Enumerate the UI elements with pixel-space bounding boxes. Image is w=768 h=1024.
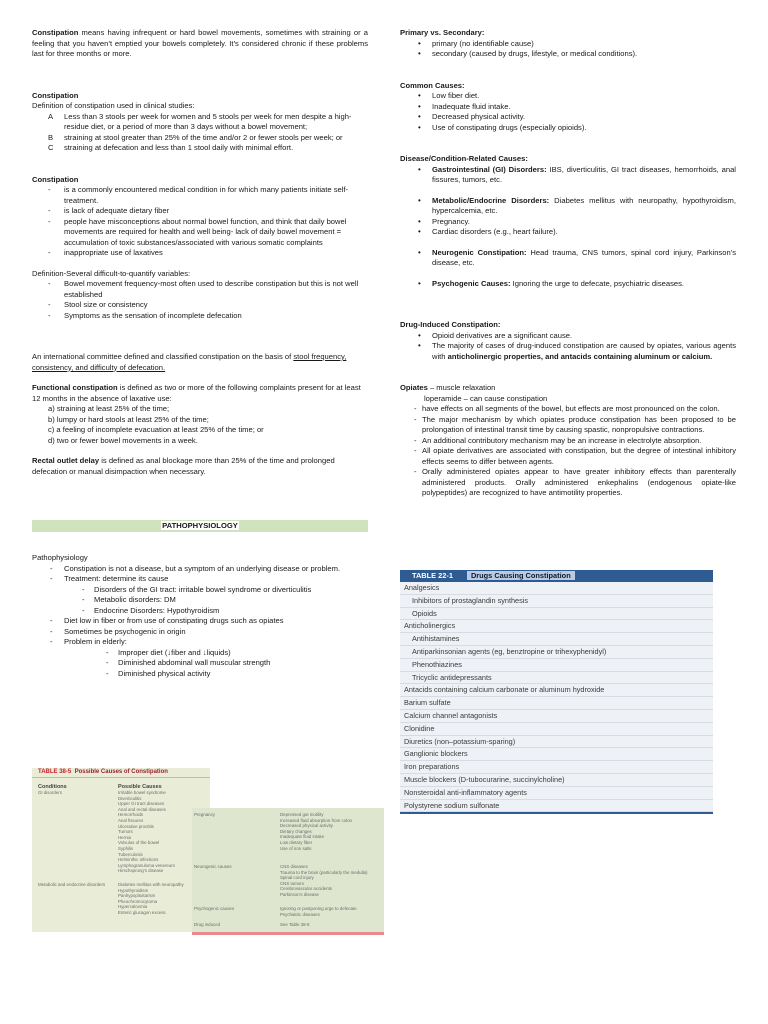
list-item-text: straining at defecation and less than 1 stool daily with minimal effort. xyxy=(64,143,294,152)
pathophysiology-heading: Pathophysiology xyxy=(32,553,88,562)
disease-causes-heading xyxy=(400,154,736,165)
list-item: - Stool size or consistency xyxy=(32,300,368,311)
list-item: d) two or fewer bowel movements in a week. xyxy=(48,435,198,445)
list-item xyxy=(400,227,736,238)
elderly-sublist xyxy=(32,648,368,680)
list-item: - Disorders of the GI tract: irritable bowel syndrome or diverticulitis xyxy=(32,585,368,596)
table-row: Diuretics (non–potassium-sparing) xyxy=(400,736,713,749)
table-title: Possible Causes of Constipation xyxy=(74,769,168,775)
condition-label: Drug induced xyxy=(194,922,221,927)
list-item-text: straining at stool greater than 25% of the time and/or 2 or fewer stools per week; or xyxy=(64,132,343,142)
list-item: • Decreased physical activity. xyxy=(400,112,736,123)
list-item xyxy=(400,279,736,290)
variables-list xyxy=(32,279,368,321)
table-row: Analgesics xyxy=(400,582,713,595)
list-item: • Use of constipating drugs (especially opioids). xyxy=(400,123,736,134)
opiates-subtitle: – muscle relaxation xyxy=(427,383,496,392)
list-item: - Orally administered opiates appear to have greater inhibitory effects than parenterally administered products. Orally administered enkephalins (endogenous opiate-like polypeptides) are recognized to have antimotility properties. xyxy=(400,467,736,499)
list-item: - have effects on all segments of the bowel, but effects are most pronounced on the colon. xyxy=(400,404,736,415)
loperamide-line: loperamide – can cause constipation xyxy=(424,393,548,403)
table-row: Ganglionic blockers xyxy=(400,748,713,761)
primary-secondary-heading xyxy=(400,28,736,39)
table-drugs-causing-constipation xyxy=(400,570,713,814)
list-item: - Endocrine Disorders: Hypothyroidism xyxy=(32,606,368,617)
list-item: b) lumpy or hard stools at least 25% of the time; xyxy=(48,414,209,424)
table-number: TABLE 38-5 xyxy=(38,769,72,775)
list-item-term: Psychogenic Causes: xyxy=(432,278,511,288)
list-item: - Problem in elderly: xyxy=(32,637,368,648)
opiates-heading xyxy=(400,383,736,394)
table-row: Antacids containing calcium carbonate or aluminum hydroxide xyxy=(400,684,713,697)
condition-label: Neurogenic causes xyxy=(194,864,232,869)
definition-list xyxy=(32,112,368,154)
list-item: • Inadequate fluid intake. xyxy=(400,102,736,113)
table-possible-causes-image xyxy=(32,768,384,936)
patho-list xyxy=(32,564,368,585)
cause-list: Diabetes mellitus with neuropathy Hypothyroidism Panhypopituitarism Pheochromocytoma Hypercalcemia Enteric glucagon excess xyxy=(118,882,184,915)
list-item xyxy=(400,196,736,217)
table-row: Clonidine xyxy=(400,723,713,736)
list-item xyxy=(400,165,736,186)
list-item-term: Gastrointestinal (GI) Disorders: xyxy=(432,164,547,174)
table-row: Inhibitors of prostaglandin synthesis xyxy=(400,595,713,608)
list-marker: C xyxy=(48,143,54,152)
list-item: - All opiate derivatives are associated with constipation, but the degree of intestinal inhibitory effects seems to differ between agents. xyxy=(400,446,736,467)
table-row: Antiparkinsonian agents (eg, benztropine or trihexyphenidyl) xyxy=(400,646,713,659)
table-row: Calcium channel antagonists xyxy=(400,710,713,723)
list-item: - is a commonly encountered medical condition in for which many patients initiate self-treatment. xyxy=(32,185,368,206)
list-item xyxy=(32,133,368,144)
variables-heading: Definition-Several difficult-to-quantify variables: xyxy=(32,268,191,278)
drug-induced-heading xyxy=(400,320,736,331)
condition-label: Psychogenic causes xyxy=(194,906,235,911)
committee-underlined: stool frequency, consistency, and difficulty of defecation. xyxy=(32,352,347,372)
list-item-text: IBS, diverticulitis, GI tract diseases, hemorrhoids, anal fissures, tumors, etc. xyxy=(432,164,736,184)
list-item-text: Pregnancy. xyxy=(432,216,470,226)
column-header: Conditions xyxy=(38,784,67,790)
condition-label: GI disorders xyxy=(38,790,62,795)
list-item xyxy=(400,341,736,362)
functional-text: is defined as two or more of the following complaints present for at least 12 months in the absence of laxative use: xyxy=(32,383,361,403)
list-item: - is lack of adequate dietary fiber xyxy=(32,206,368,217)
definition-subheading: Definition of constipation used in clinical studies: xyxy=(32,101,195,110)
list-item: c) a feeling of incomplete evacuation at least 25% of the time; or xyxy=(48,425,264,434)
list-item-text: Head trauma, CNS tumors, spinal cord injury, Parkinson’s disease, etc. xyxy=(432,247,737,267)
table-row: Anticholinergics xyxy=(400,620,713,633)
functional-paragraph xyxy=(32,383,368,404)
cause-list: CNS diseases Trauma to the brain (particularly the medulla) Spinal cord injury CNS tumors Cerebrovascular accidents Parkinson’s disease xyxy=(280,864,368,897)
list-item: - Constipation is not a disease, but a symptom of an underlying disease or problem. xyxy=(32,564,368,575)
committee-paragraph xyxy=(32,352,368,373)
list-item: - Bowel movement frequency-most often used to describe constipation but this is not well established xyxy=(32,279,368,300)
list-item: - Diminished abdominal wall muscular strength xyxy=(32,658,368,669)
constipation-title: Constipation xyxy=(32,174,79,184)
list-item-term: Neurogenic Constipation: xyxy=(432,247,527,257)
list-item xyxy=(400,217,736,228)
constipation-list xyxy=(32,185,368,259)
table-bottom-bar xyxy=(192,932,384,935)
list-item xyxy=(32,112,368,133)
functional-term: Functional constipation xyxy=(32,383,118,392)
list-marker: B xyxy=(48,132,54,142)
table-row: Muscle blockers (D-tubocurarine, succinylcholine) xyxy=(400,774,713,787)
list-item: - Metabolic disorders: DM xyxy=(32,595,368,606)
common-causes-list xyxy=(400,91,736,133)
list-item: - Improper diet (↓fiber and ↓liquids) xyxy=(32,648,368,659)
list-item-text: Cardiac disorders (e.g., heart failure). xyxy=(432,227,558,236)
list-item xyxy=(400,248,736,269)
left-column xyxy=(32,28,368,679)
patho-list-2 xyxy=(32,616,368,648)
rectal-term: Rectal outlet delay xyxy=(32,456,100,465)
disease-causes-list xyxy=(400,165,736,290)
list-item: - The major mechanism by which opiates produce constipation has been proposed to be prolongation of intestinal transit time by causing spastic, nonpropulsive contractions. xyxy=(400,415,736,436)
intro-text: means having infrequent or hard bowel movements, sometimes with straining or a feeling that you haven’t emptied your bowels completely. It’s considered chronic if these problems last for three months or more. xyxy=(32,28,368,58)
table-number: TABLE 22-1 xyxy=(412,571,453,580)
table-row: Polystyrene sodium sulfonate xyxy=(400,800,713,813)
list-item: • Opioid derivatives are a significant cause. xyxy=(400,331,736,342)
primary-secondary-list xyxy=(400,39,736,60)
table-row: Antihistamines xyxy=(400,633,713,646)
list-item: - Treatment: determine its cause xyxy=(32,574,368,585)
table-row: Phenothiazines xyxy=(400,659,713,672)
list-marker: A xyxy=(48,111,54,121)
drug-induced-list xyxy=(400,331,736,363)
divider xyxy=(32,777,210,778)
list-item-text: Less than 3 stools per week for women and 5 stools per week for men despite a high-residue diet, or a period of more than 3 days without a bowel movement; xyxy=(64,111,352,131)
list-item: a) straining at least 25% of the time; xyxy=(48,404,170,413)
table-header xyxy=(400,570,713,582)
opiates-title: Opiates xyxy=(400,383,428,392)
table-row: Barium sulfate xyxy=(400,697,713,710)
functional-list xyxy=(32,404,368,446)
list-item-text: Ignoring the urge to defecate, psychiatric diseases. xyxy=(510,278,684,288)
column-header: Possible Causes xyxy=(118,784,162,790)
list-item: • Low fiber diet. xyxy=(400,91,736,102)
right-column xyxy=(400,28,736,499)
table-header xyxy=(38,768,168,776)
pathophysiology-banner xyxy=(32,520,368,532)
list-item-term: Metabolic/Endocrine Disorders: xyxy=(432,195,550,205)
table-row: Tricyclic antidepressants xyxy=(400,672,713,685)
list-item: - Diminished physical activity xyxy=(32,669,368,680)
rectal-text: is defined as anal blockage more than 25% of the time and prolonged defecation or manual disimpaction when necessary. xyxy=(32,456,335,476)
table-row: Opioids xyxy=(400,608,713,621)
banner-title: PATHOPHYSIOLOGY xyxy=(162,521,238,530)
list-item: - Sometimes be psychogenic in origin xyxy=(32,627,368,638)
definition-title: Constipation xyxy=(32,90,79,100)
list-item: - people have misconceptions about normal bowel function, and think that daily bowel movements are required for health and well being- lack of daily bowel movement = accumulation of toxic substances/associated with various somatic complaints xyxy=(32,217,368,249)
list-item-text: The majority of cases of drug-induced constipation are caused by opiates, various agents with xyxy=(432,341,736,361)
list-item: • secondary (caused by drugs, lifestyle, or medical conditions). xyxy=(400,49,736,60)
cause-list: Depressed gut motility Increased fluid absorption from colon Decreased physical activity Dietary changes Inadequate fluid intake Low dietary fiber Use of iron salts xyxy=(280,812,352,851)
list-item: - An additional contributory mechanism may be an increase in electrolyte absorption. xyxy=(400,436,736,447)
list-item: - inappropriate use of laxatives xyxy=(32,248,368,259)
rectal-paragraph xyxy=(32,456,368,477)
committee-text: An international committee defined and classified constipation on the basis of xyxy=(32,352,294,361)
table-row: Iron preparations xyxy=(400,761,713,774)
primary-secondary-title: Primary vs. Secondary: xyxy=(400,28,485,37)
common-causes-title: Common Causes: xyxy=(400,80,465,90)
patho-sublist xyxy=(32,585,368,617)
opiates-list xyxy=(400,404,736,499)
list-item xyxy=(32,143,368,154)
list-item: • primary (no identifiable cause) xyxy=(400,39,736,50)
condition-label: Pregnancy xyxy=(194,812,215,817)
cause-list: Irritable bowel syndrome Diverticulitis Upper GI tract diseases Anal and rectal diseases Hemorrhoids Anal fissures Ulcerative proctitis Tumors Hernia Volvulus of the bowel Syphilis Tuberculosis Helminthic infections Lymphogranuloma venereum Hirschsprung’s disease xyxy=(118,790,175,874)
drug-induced-title: Drug-Induced Constipation: xyxy=(400,320,501,329)
table-body xyxy=(400,582,713,812)
disease-causes-title: Disease/Condition-Related Causes: xyxy=(400,154,528,163)
list-item: - Diet low in fiber or from use of constipating drugs such as opiates xyxy=(32,616,368,627)
common-causes-heading xyxy=(400,81,736,92)
table-row: Nonsteroidal anti-inflammatory agents xyxy=(400,787,713,800)
list-item: - Symptoms as the sensation of incomplete defecation xyxy=(32,311,368,322)
list-item-text: Diabetes mellitus with neuropathy, hypothyroidism, hypercalcemia, etc. xyxy=(432,195,736,215)
intro-term: Constipation xyxy=(32,28,79,37)
definition-heading xyxy=(32,91,368,102)
intro-paragraph xyxy=(32,28,368,60)
table-title: Drugs Causing Constipation xyxy=(467,571,575,580)
cause-list: See Table 38-6 xyxy=(280,922,310,927)
list-item-bold: anticholinergic properties, and antacids containing aluminum or calcium. xyxy=(447,351,713,361)
constipation-heading xyxy=(32,175,368,186)
condition-label: Metabolic and endocrine disorders xyxy=(38,882,106,887)
cause-list: Ignoring or postponing urge to defecate Psychiatric diseases xyxy=(280,906,357,917)
